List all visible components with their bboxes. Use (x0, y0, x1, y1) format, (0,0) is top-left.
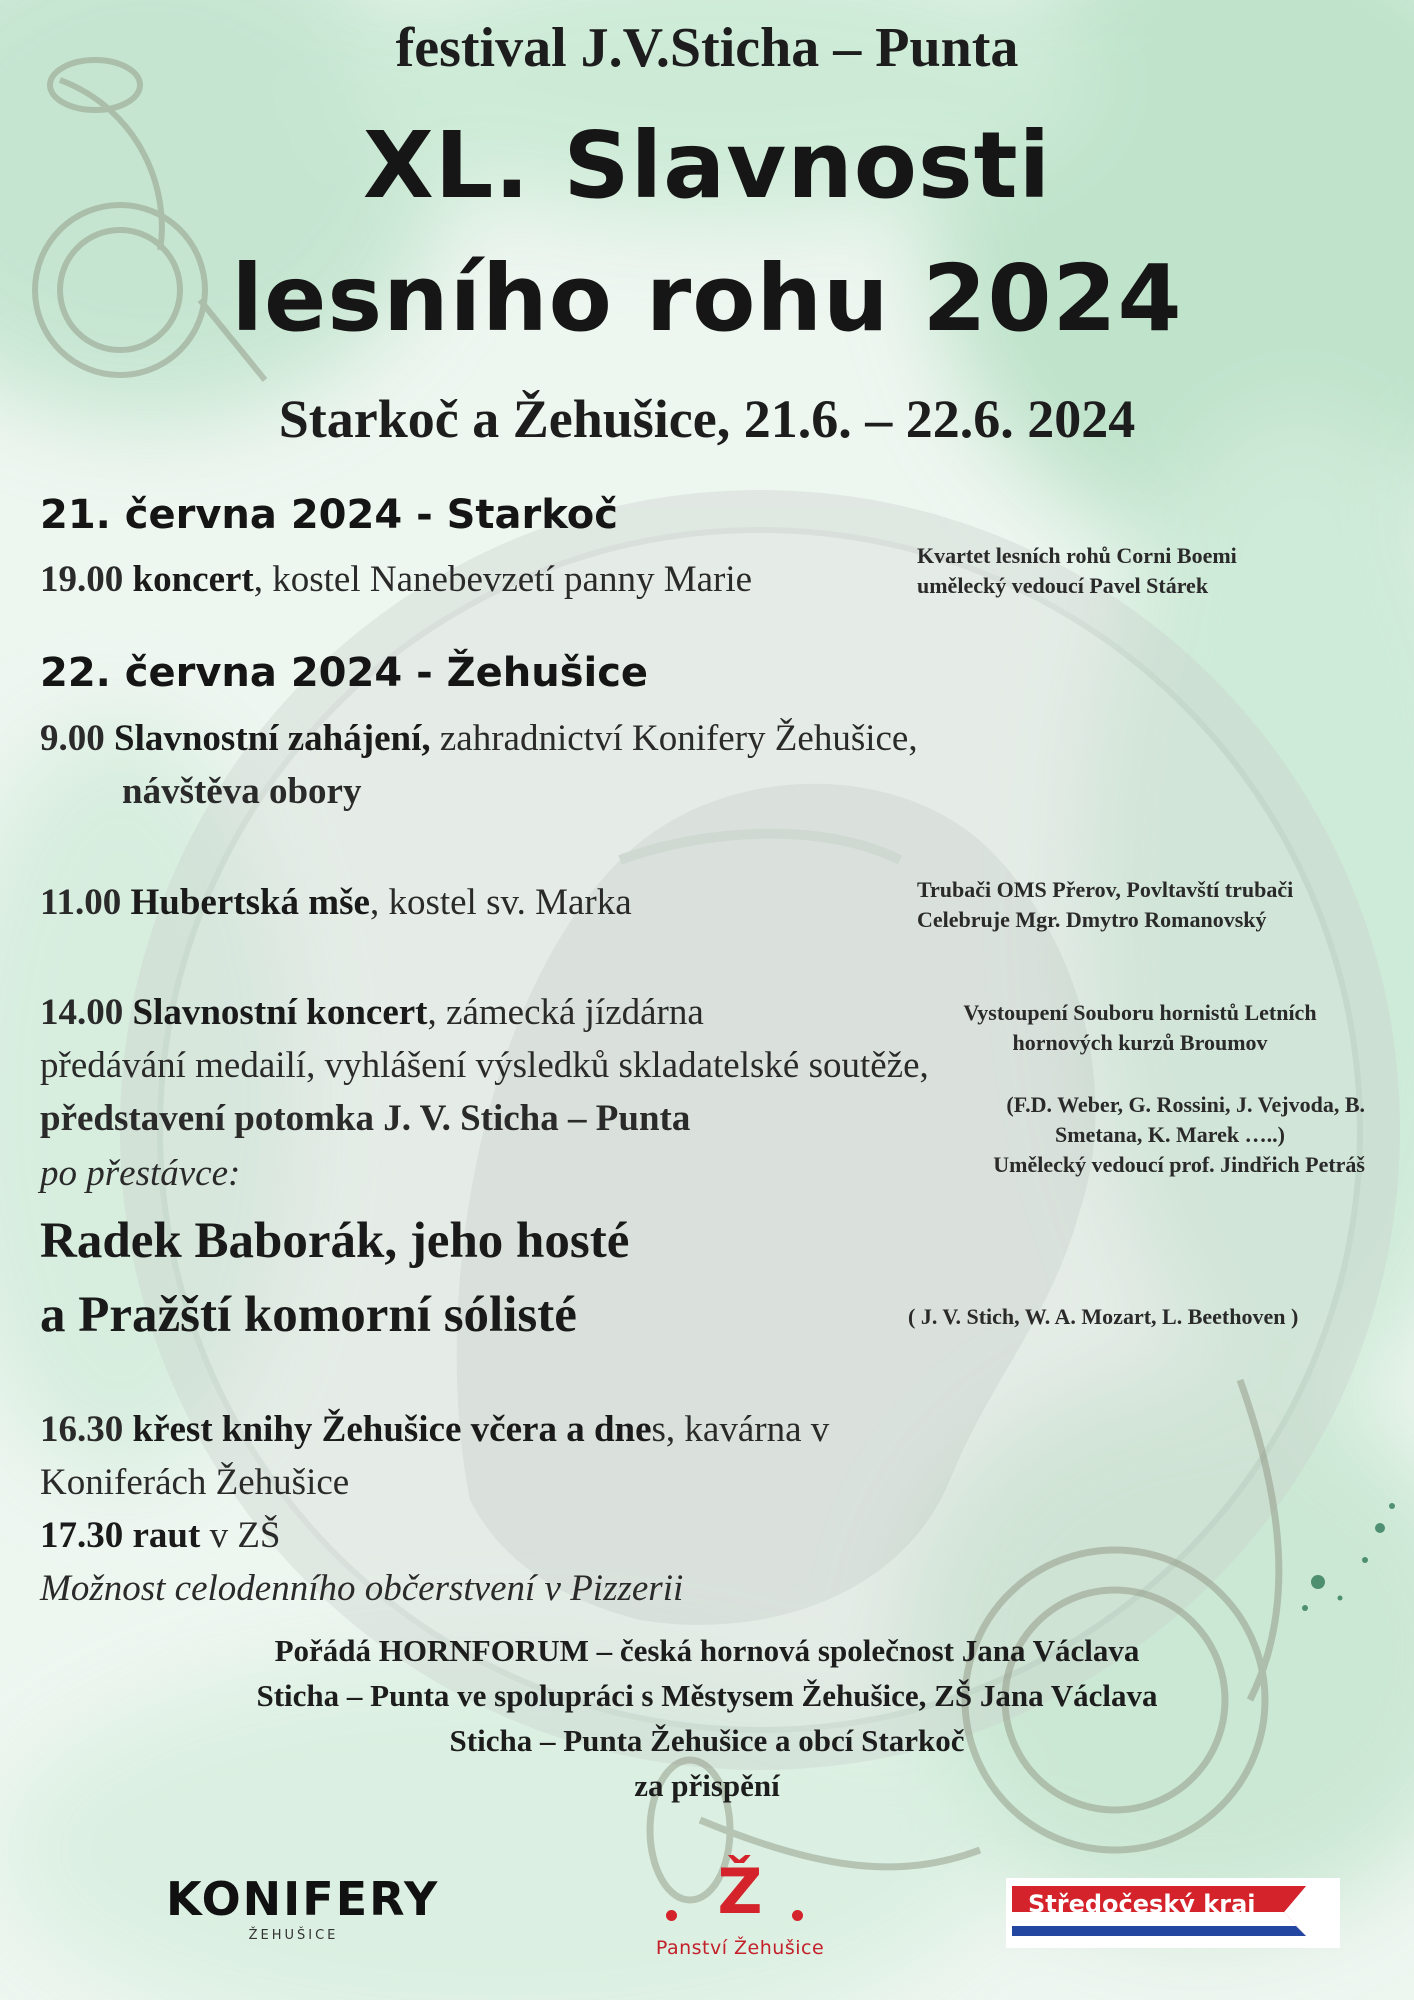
side-line: hornových kurzů Broumov (1012, 1030, 1268, 1055)
event-time: 17.30 (40, 1515, 124, 1556)
day2-event1-line2: návštěva obory (122, 771, 362, 812)
subtitle: Starkoč a Žehušice, 21.6. – 22.6. 2024 (278, 389, 1136, 449)
day2-event4 (40, 1403, 829, 1456)
day2-event3-line4: po přestávce: (40, 1153, 241, 1194)
day2-event3-program (945, 1090, 1365, 1180)
side-line: Vystoupení Souboru hornistů Letních (963, 1000, 1317, 1025)
panstvi-zehusice-logo (640, 1855, 840, 1965)
side-line: Kvartet lesních rohů Corni Boemi (917, 543, 1237, 568)
konifery-logo-subtitle: ŽEHUŠICE (248, 1928, 339, 1943)
day2-event2-side-note (917, 875, 1293, 935)
event-name: Slavnostní koncert (132, 992, 428, 1033)
day2-heading: 22. června 2024 - Žehušice (40, 650, 649, 696)
title-line2: lesního rohu 2024 (231, 245, 1183, 352)
event-name: Hubertská mše (130, 882, 370, 923)
day2-event4-line2: Koniferách Žehušice (40, 1462, 350, 1503)
organizer-block (150, 1628, 1264, 1808)
side-line: Trubači OMS Přerov, Povltavští trubači (917, 877, 1294, 902)
day2-event3-side-note (930, 998, 1350, 1058)
organizer-line: Pořádá HORNFORUM – česká hornová společnost Jana Václava (274, 1633, 1140, 1668)
side-line: (F.D. Weber, G. Rossini, J. Vejvoda, B. (1006, 1092, 1365, 1117)
day2-performer-line2: a Pražští komorní sólisté (40, 1287, 577, 1343)
day1-side-note (917, 541, 1237, 601)
day2-event3-line3: představení potomka J. V. Sticha – Punta (40, 1098, 691, 1139)
event-place: v ZŠ (200, 1515, 281, 1556)
event-time: 14.00 (40, 992, 124, 1033)
event-time: 9.00 (40, 718, 105, 759)
event-name: Slavnostní zahájení, (114, 718, 431, 759)
side-line: Umělecký vedoucí prof. Jindřich Petráš (993, 1152, 1365, 1177)
event-time: 11.00 (40, 882, 122, 923)
day2-event2 (40, 876, 632, 929)
day1-event1 (40, 553, 752, 606)
day2-event3 (40, 986, 704, 1039)
event-time: 16.30 (40, 1409, 124, 1450)
event-name: raut (132, 1515, 201, 1556)
organizer-line: za přispění (634, 1768, 780, 1803)
title-line1: XL. Slavnosti (362, 112, 1052, 219)
panstvi-logo-text: Panství Žehušice (655, 1937, 825, 1959)
organizer-line: Sticha – Punta ve spolupráci s Městysem Žehušice, ZŠ Jana Václava (256, 1678, 1158, 1713)
side-line: umělecký vedoucí Pavel Stárek (917, 573, 1209, 598)
side-line: Smetana, K. Marek …..) (1055, 1122, 1285, 1147)
day2-event3-composers: ( J. V. Stich, W. A. Mozart, L. Beethoven ) (908, 1304, 1299, 1329)
day1-heading: 21. června 2024 - Starkoč (40, 492, 618, 538)
stredocesky-kraj-logo (1006, 1878, 1340, 1948)
logo-dot (666, 1910, 677, 1921)
event-time: 19.00 (40, 559, 124, 600)
event-place: s, kavárna v (651, 1409, 830, 1450)
konifery-logo: KONIFERY (166, 1872, 440, 1926)
logo-dot (792, 1910, 803, 1921)
day2-event3-line2: předávání medailí, vyhlášení výsledků skladatelské soutěže, (40, 1045, 929, 1086)
day2-event6: Možnost celodenního občerstvení v Pizzerii (40, 1568, 684, 1609)
kraj-logo-text: Středočeský kraj (1028, 1890, 1256, 1918)
festival-name: festival J.V.Sticha – Punta (395, 17, 1019, 79)
event-place: zahradnictví Konifery Žehušice, (430, 718, 918, 759)
event-place: , kostel sv. Marka (369, 882, 632, 923)
event-name: křest knihy Žehušice včera a dne (132, 1409, 652, 1450)
day2-performer-line1: Radek Baborák, jeho hosté (40, 1213, 630, 1269)
event-name: koncert (132, 559, 254, 600)
event-place: , zámecká jízdárna (427, 992, 704, 1033)
panstvi-letter: Ž (717, 1855, 763, 1928)
organizer-line: Sticha – Punta Žehušice a obcí Starkoč (449, 1723, 965, 1758)
day2-event1 (40, 712, 918, 765)
event-place: , kostel Nanebevzetí panny Marie (253, 559, 753, 600)
day2-event5 (40, 1509, 281, 1562)
side-line: Celebruje Mgr. Dmytro Romanovský (917, 907, 1267, 932)
